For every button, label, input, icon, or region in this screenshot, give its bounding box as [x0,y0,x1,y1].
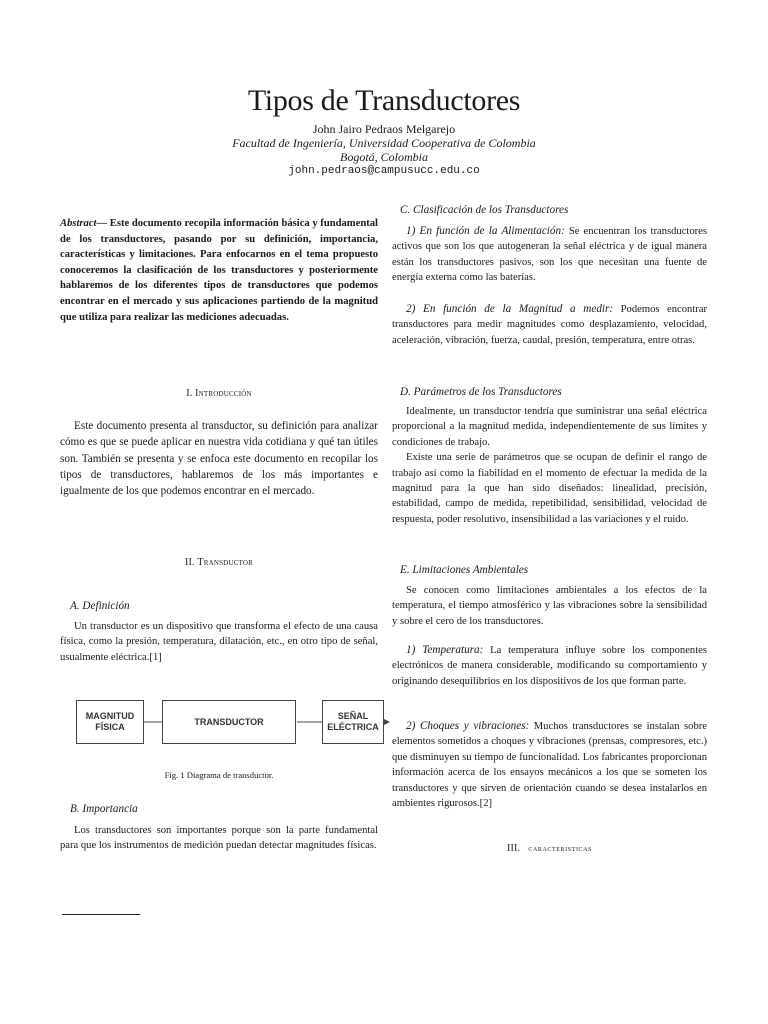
clasificacion-item-magnitud [392,302,707,348]
subsection-heading-clasificacion: C. Clasificación de los Transductores [400,204,569,216]
limitaciones-item-choques [392,719,707,811]
abstract-label: Abstract— [60,218,108,229]
transductor-diagram [76,700,386,744]
item-text: La temperatura influye sobre los componentes electrónicos de manera considerable, modificando su comportamiento y originando desequilibrios en los dispositivos de los que forman parte. [392,645,707,687]
item-text: Podemos encontrar transductores para medir magnitudes como desplazamiento, velocidad, aceleración, vibración, fuerza, caudal, presión, temperatura, entre otras. [392,304,707,346]
parametros-body [392,404,707,527]
footnote-rule [62,914,140,915]
section-number: I. [186,388,193,399]
clasificacion-item-alimentacion [392,224,707,286]
paragraph: Los transductores son importantes porque son la parte fundamental para que los instrumentos de medición puedan detectar magnitudes físicas. [60,825,378,852]
diagram-box-transductor: TRANSDUCTOR [162,700,296,744]
author-name: John Jairo Pedraos Melgarejo [312,122,456,136]
diagram-box-magnitud-fisica: MAGNITUD FÍSICA [76,700,144,744]
section-heading-introduccion [60,388,378,399]
item-label: 1) Temperatura: [406,644,484,656]
section-heading-caracteristicas [392,843,707,854]
section-title: caracteristicas [528,843,593,853]
limitaciones-body [392,583,707,629]
paragraph: Este documento presenta al transductor, su definición para analizar cómo es que se puede aplicar en nuestra vida cotidiana y qué tan útiles son. También se presenta y se enfoca este documento en recopilar los tipos de transductores, hablaremos de los más importantes e igualmente de los que podemos encontrar en el mercado. [60,420,378,498]
paper-title: Tipos de Transductores [247,84,521,117]
definicion-body [60,619,378,665]
item-text: Muchos transductores se instalan sobre elementos sometidos a choques y vibraciones (prensas, compresores, etc.) que disminuyen su tiempo de funcionalidad. Los fabricantes proporcionan información acerca de los ensayos mecánicos a los que se someten los transductores y que sirven de orientación cuando se desea instalarlos en ambientes rigurosos.[2] [392,721,707,810]
item-label: 1) En función de la Alimentación: [406,225,565,237]
figure-caption: Fig. 1 Diagrama de transductor. [164,770,274,780]
item-text: Se encuentran los transductores activos que son los que autogeneran la señal eléctrica y de igual manera están los transductores pasivos, son los que necesitan una fuente de energía externa como las baterías. [392,226,707,284]
subsection-heading-importancia: B. Importancia [70,803,138,815]
paragraph: Idealmente, un transductor tendría que suministrar una señal eléctrica proporcional a la magnitud medida, independientemente de sus límites y condiciones de trabajo. [392,406,707,448]
section-title: Transductor [197,557,254,568]
item-label: 2) Choques y vibraciones: [406,720,530,732]
introduccion-body [60,418,378,499]
paragraph: Existe una serie de parámetros que se ocupan de definir el rango de trabajo así como la fiabilidad en el momento de efectuar la medida de la magnitud para la que han sido diseñados: linealidad, precisión, estabilidad, campo de medida, repetibilidad, sensibilidad, velocidad de respuesta, poder resolutivo, insensibilidad a las variaciones y el ruido. [392,452,707,525]
paragraph: Se conocen como limitaciones ambientales a los efectos de la temperatura, el tiempo atmosférico y las vibraciones sobre la sensibilidad y sobre el cero de los transductores. [392,585,707,627]
section-heading-transductor [60,557,378,568]
subsection-heading-definicion: A. Definición [70,600,130,612]
paragraph: Un transductor es un dispositivo que transforma el efecto de una causa física, como la presión, temperatura, dilatación, etc., en otro tipo de señal, usualmente eléctrica.[1] [60,621,378,663]
abstract-text: Este documento recopila información básica y fundamental de los transductores, pasando por su definición, importancia, características y limitaciones. Para enfocarnos en el tema propuesto conoceremos la clasificación de los transductores y posteriormente hablaremos de los diferentes tipos de transductores que podemos encontrar en el mercado y sus aplicaciones partiendo de la magnitud que utiliza para realizar las mediciones adecuadas. [60,218,378,323]
subsection-heading-parametros: D. Parámetros de los Transductores [400,386,562,398]
author-email: john.pedraos@campusucc.edu.co [288,165,480,177]
diagram-box-senal-electrica: SEÑAL ELÉCTRICA [322,700,384,744]
section-number: III. [506,843,521,854]
author-city: Bogotá, Colombia [339,150,428,164]
section-number: II. [184,557,195,568]
section-title: Introducción [195,388,252,399]
importancia-body [60,823,378,854]
item-label: 2) En función de la Magnitud a medir: [406,303,614,315]
abstract [60,216,378,325]
limitaciones-item-temperatura [392,643,707,689]
subsection-heading-limitaciones: E. Limitaciones Ambientales [400,564,529,576]
author-affiliation: Facultad de Ingeniería, Universidad Cooperativa de Colombia [232,136,536,150]
